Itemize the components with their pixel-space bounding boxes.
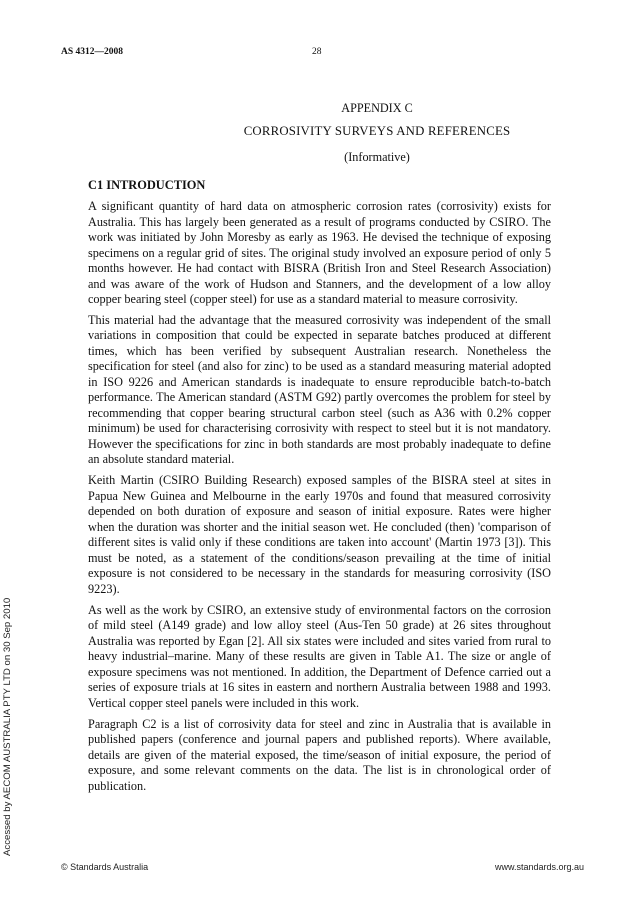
standard-id: AS 4312—2008 <box>61 47 124 57</box>
paragraph: As well as the work by CSIRO, an extensive study of environmental factors on the corrosion of mild steel (A149 grade) and low alloy steel (Aus-Ten 50 grade) at 26 sites throughout Australia was reported by Egan [2]. All six states were included and sites varied from rural to heavy industrial–marine. Many of these results are given in Table A1. The size or angle of exposure specimens was not mentioned. In addition, the Department of Defence carried out a series of exposure trials at 16 sites in eastern and northern Australia between 1988 and 1993. Vertical copper steel panels were included in this work. <box>88 602 551 710</box>
page-number: 28 <box>312 47 322 57</box>
paragraph: A significant quantity of hard data on atmospheric corrosion rates (corrosivity) exists for Australia. This has largely been generated as a result of programs conducted by CSIRO. The work was initiated by John Moresby as early as 1963. He devised the technique of exposing specimens on a regular grid of sites. The original study involved an exposure period of only 5 months however. He had contact with BISRA (British Iron and Steel Research Association) and was aware of the work of Hudson and Stanners, and the development of a low alloy copper bearing steel (copper steel) for use as a standard material to measure corrosivity. <box>88 199 551 306</box>
section-body <box>88 199 551 799</box>
footer-website-link[interactable]: www.standards.org.au <box>494 862 584 872</box>
appendix-label: APPENDIX C <box>341 101 413 115</box>
section-heading: C1 INTRODUCTION <box>88 178 206 192</box>
paragraph: Paragraph C2 is a list of corrosivity data for steel and zinc in Australia that is available in published papers (conference and journal papers and published reports). Where available, details are given of the material exposed, the time/season of initial exposure, the period of exposure, and some relevant comments on the data. The list is in chronological order of publication. <box>88 716 551 793</box>
footer-copyright: © Standards Australia <box>61 862 149 872</box>
appendix-title: CORROSIVITY SURVEYS AND REFERENCES <box>243 124 511 138</box>
appendix-status: (Informative) <box>344 150 410 164</box>
paragraph: This material had the advantage that the measured corrosivity was independent of the small variations in composition that could be expected in separate batches produced at different times, which has been verified by subsequent Australian research. Nonetheless the specification for steel (and also for zinc) to be used as a standard measuring material adopted in ISO 9226 and American standards is inadequate to ensure reproducible batch-to-batch performance. The American standard (ASTM G92) partly overcomes the problem for steel by recommending that copper bearing structural carbon steel (such as A36 with 0.2% copper minimum) be used for characterising corrosivity with respect to steel but it is not mandatory. However the specifications for zinc in both standards are most probably inadequate to define an absolute standard material. <box>88 312 551 467</box>
access-watermark: Accessed by AECOM AUSTRALIA PTY LTD on 30 Sep 2010 <box>2 597 13 856</box>
paragraph: Keith Martin (CSIRO Building Research) exposed samples of the BISRA steel at sites in Papua New Guinea and Melbourne in the early 1970s and found that measured corrosivity depended on both duration of exposure and season of initial exposure. Rates were higher when the duration was shorter and the initial season wet. He concluded (then) 'comparison of different sites is valid only if these conditions are taken into account' (Martin 1973 [3]). This must be noted, as a statement of the conditions/season prevailing at the time of initial exposure is not considered to be necessary in the standards for measuring corrosivity (ISO 9223). <box>88 473 551 596</box>
